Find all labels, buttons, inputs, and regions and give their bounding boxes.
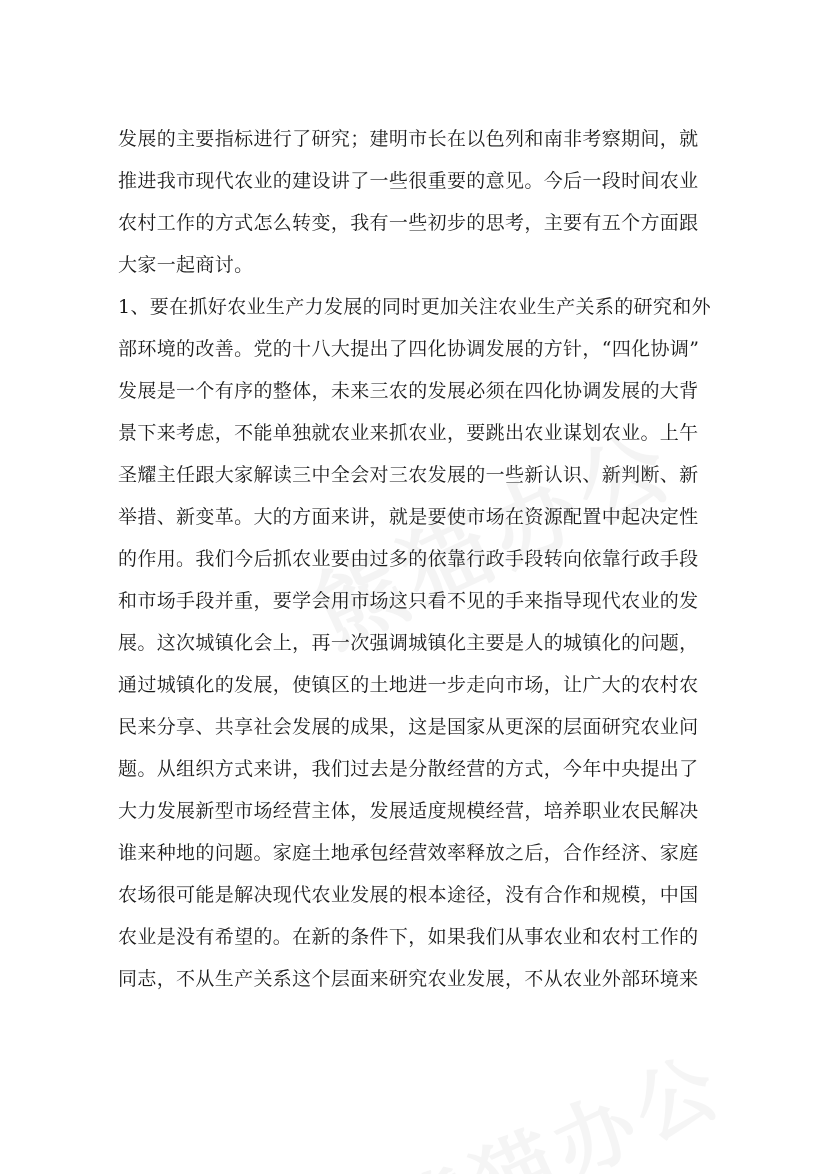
text-line: 发展是一个有序的整体，未来三农的发展必须在四化协调发展的大背 bbox=[118, 380, 699, 402]
text-line: 圣耀主任跟大家解读三中全会对三农发展的一些新认识、新判断、新 bbox=[118, 464, 699, 486]
text-line: 和市场手段并重，要学会用市场这只看不见的手来指导现代农业的发 bbox=[118, 590, 699, 612]
text-line: 发展的主要指标进行了研究；建明市长在以色列和南非考察期间，就 bbox=[118, 128, 699, 150]
watermark-bottom bbox=[372, 1021, 740, 1174]
text-line: 举措、新变革。大的方面来讲，就是要使市场在资源配置中起决定性 bbox=[118, 506, 699, 528]
text-line: 展。这次城镇化会上，再一次强调城镇化主要是人的城镇化的问题， bbox=[118, 632, 699, 654]
body-text bbox=[118, 118, 718, 1000]
text-line: 同志，不从生产关系这个层面来研究农业发展，不从农业外部环境来 bbox=[118, 968, 699, 990]
text-line: 部环境的改善。党的十八大提出了四化协调发展的方针，“四化协调” bbox=[118, 338, 700, 360]
text-line: 农村工作的方式怎么转变，我有一些初步的思考，主要有五个方面跟 bbox=[118, 212, 699, 234]
text-line: 民来分享、共享社会发展的成果，这是国家从更深的层面研究农业问 bbox=[118, 716, 699, 738]
text-line: 大家一起商讨。 bbox=[118, 254, 254, 276]
text-line: 农场很可能是解决现代农业发展的根本途径，没有合作和规模，中国 bbox=[118, 884, 699, 906]
text-line: 推进我市现代农业的建设讲了一些很重要的意见。今后一段时间农业 bbox=[118, 170, 699, 192]
text-line: 通过城镇化的发展，使镇区的土地进一步走向市场，让广大的农村农 bbox=[118, 674, 699, 696]
text-line: 农业是没有希望的。在新的条件下，如果我们从事农业和农村工作的 bbox=[118, 926, 699, 948]
text-line: 题。从组织方式来讲，我们过去是分散经营的方式，今年中央提出了 bbox=[118, 758, 699, 780]
text-line: 的作用。我们今后抓农业要由过多的依靠行政手段转向依靠行政手段 bbox=[118, 548, 699, 570]
text-line: 大力发展新型市场经营主体，发展适度规模经营，培养职业农民解决 bbox=[118, 800, 699, 822]
text-line: 景下来考虑，不能单独就农业来抓农业，要跳出农业谋划农业。上午 bbox=[118, 422, 699, 444]
text-line: 谁来种地的问题。家庭土地承包经营效率释放之后，合作经济、家庭 bbox=[118, 842, 699, 864]
text-line: 1、要在抓好农业生产力发展的同时更加关注农业生产关系的研究和外 bbox=[118, 296, 711, 318]
